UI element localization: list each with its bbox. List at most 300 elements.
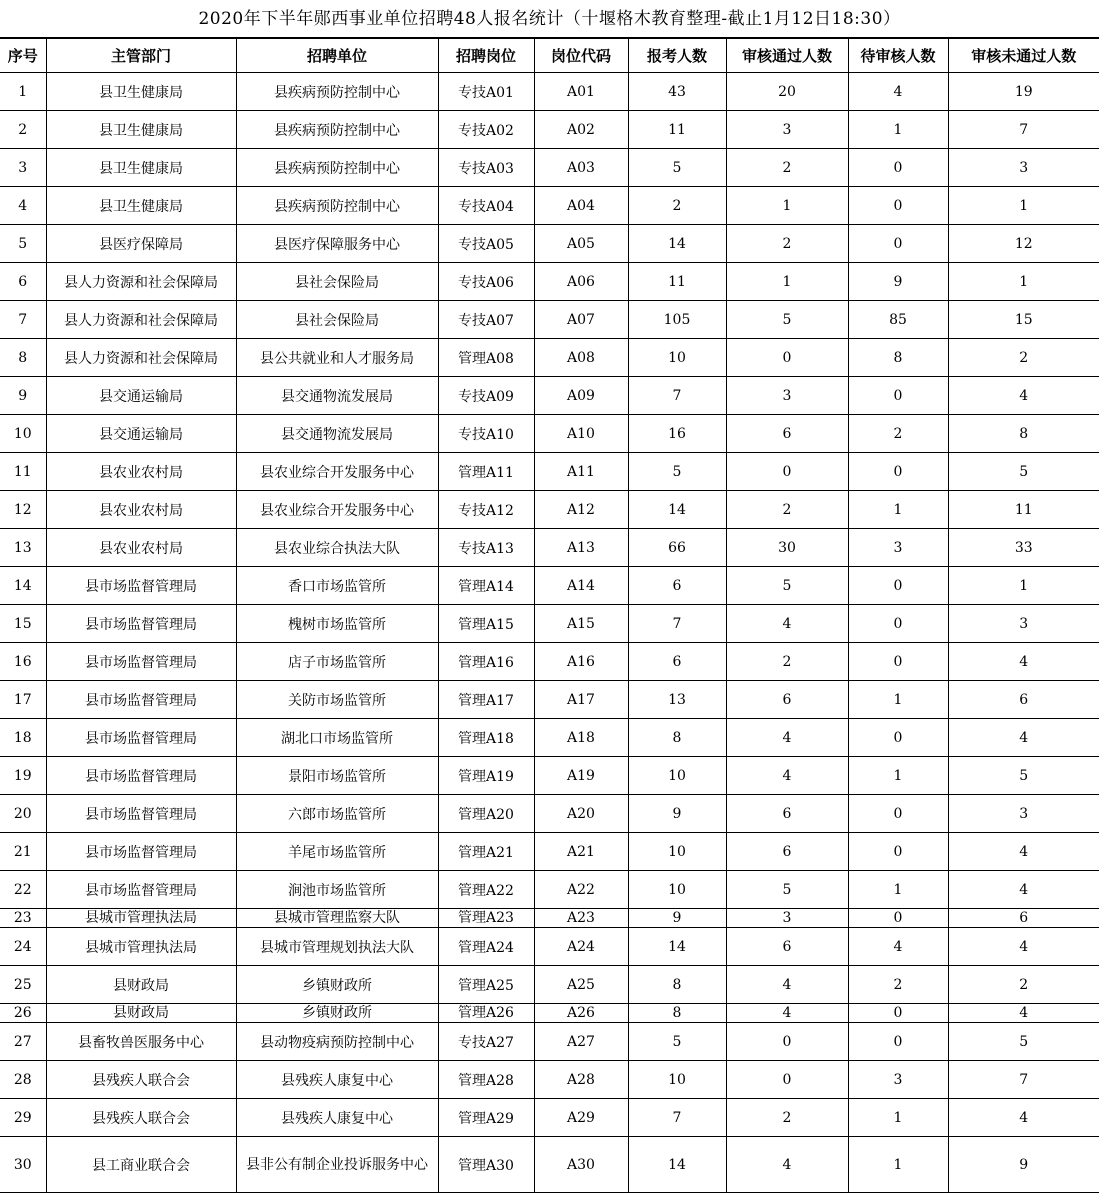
- cell-approved: 4: [726, 757, 848, 795]
- cell-department: 县残疾人联合会: [46, 1099, 236, 1137]
- cell-position-code: A17: [534, 681, 628, 719]
- cell-position: 专技A03: [438, 149, 534, 187]
- cell-pending: 2: [848, 415, 948, 453]
- cell-index: 14: [0, 567, 46, 605]
- cell-index: 21: [0, 833, 46, 871]
- cell-position-code: A09: [534, 377, 628, 415]
- table-row: [0, 757, 1099, 795]
- cell-index: 23: [0, 909, 46, 928]
- cell-unit: 县交通物流发展局: [236, 377, 438, 415]
- cell-pending: 0: [848, 453, 948, 491]
- cell-applicants: 14: [628, 1137, 726, 1193]
- cell-pending: 1: [848, 1137, 948, 1193]
- cell-approved: 4: [726, 605, 848, 643]
- cell-position: 管理A23: [438, 909, 534, 928]
- cell-approved: 0: [726, 339, 848, 377]
- cell-position-code: A05: [534, 225, 628, 263]
- cell-approved: 1: [726, 263, 848, 301]
- cell-position-code: A18: [534, 719, 628, 757]
- table-row: [0, 833, 1099, 871]
- cell-applicants: 14: [628, 491, 726, 529]
- cell-index: 20: [0, 795, 46, 833]
- cell-applicants: 8: [628, 966, 726, 1004]
- cell-approved: 6: [726, 928, 848, 966]
- cell-position-code: A21: [534, 833, 628, 871]
- table-row: [0, 225, 1099, 263]
- table-row: [0, 966, 1099, 1004]
- cell-position: 管理A11: [438, 453, 534, 491]
- cell-pending: 3: [848, 529, 948, 567]
- cell-rejected: 5: [948, 757, 1099, 795]
- cell-pending: 1: [848, 871, 948, 909]
- cell-applicants: 5: [628, 149, 726, 187]
- cell-unit: 羊尾市场监管所: [236, 833, 438, 871]
- cell-rejected: 8: [948, 415, 1099, 453]
- cell-index: 28: [0, 1061, 46, 1099]
- cell-position-code: A13: [534, 529, 628, 567]
- cell-applicants: 105: [628, 301, 726, 339]
- cell-index: 16: [0, 643, 46, 681]
- cell-index: 27: [0, 1023, 46, 1061]
- cell-position: 专技A09: [438, 377, 534, 415]
- cell-position: 专技A10: [438, 415, 534, 453]
- cell-index: 26: [0, 1004, 46, 1023]
- cell-unit: 槐树市场监管所: [236, 605, 438, 643]
- cell-pending: 0: [848, 1023, 948, 1061]
- cell-approved: 2: [726, 643, 848, 681]
- cell-index: 22: [0, 871, 46, 909]
- cell-approved: 3: [726, 909, 848, 928]
- cell-position-code: A24: [534, 928, 628, 966]
- cell-position-code: A15: [534, 605, 628, 643]
- cell-approved: 5: [726, 567, 848, 605]
- cell-unit: 县医疗保障服务中心: [236, 225, 438, 263]
- cell-position-code: A29: [534, 1099, 628, 1137]
- cell-department: 县卫生健康局: [46, 149, 236, 187]
- cell-position-code: A10: [534, 415, 628, 453]
- cell-position-code: A25: [534, 966, 628, 1004]
- cell-unit: 县动物疫病预防控制中心: [236, 1023, 438, 1061]
- cell-applicants: 43: [628, 73, 726, 111]
- cell-department: 县农业农村局: [46, 453, 236, 491]
- cell-rejected: 5: [948, 453, 1099, 491]
- cell-unit: 县残疾人康复中心: [236, 1061, 438, 1099]
- cell-department: 县城市管理执法局: [46, 928, 236, 966]
- cell-rejected: 4: [948, 928, 1099, 966]
- cell-applicants: 8: [628, 719, 726, 757]
- cell-rejected: 4: [948, 871, 1099, 909]
- cell-rejected: 11: [948, 491, 1099, 529]
- cell-position: 管理A26: [438, 1004, 534, 1023]
- cell-department: 县卫生健康局: [46, 187, 236, 225]
- cell-department: 县市场监督管理局: [46, 833, 236, 871]
- cell-department: 县市场监督管理局: [46, 757, 236, 795]
- cell-unit: 关防市场监管所: [236, 681, 438, 719]
- table-row: [0, 871, 1099, 909]
- table-row: [0, 453, 1099, 491]
- cell-approved: 4: [726, 1137, 848, 1193]
- cell-position: 管理A08: [438, 339, 534, 377]
- cell-position-code: A08: [534, 339, 628, 377]
- cell-unit: 县城市管理规划执法大队: [236, 928, 438, 966]
- cell-rejected: 1: [948, 187, 1099, 225]
- cell-approved: 2: [726, 1099, 848, 1137]
- cell-approved: 6: [726, 681, 848, 719]
- cell-unit: 县城市管理监察大队: [236, 909, 438, 928]
- cell-approved: 0: [726, 453, 848, 491]
- cell-department: 县人力资源和社会保障局: [46, 301, 236, 339]
- cell-pending: 0: [848, 1004, 948, 1023]
- cell-position-code: A11: [534, 453, 628, 491]
- cell-index: 2: [0, 111, 46, 149]
- cell-applicants: 6: [628, 567, 726, 605]
- cell-unit: 县公共就业和人才服务局: [236, 339, 438, 377]
- cell-index: 6: [0, 263, 46, 301]
- header-approved: 审核通过人数: [726, 39, 848, 73]
- cell-unit: 县疾病预防控制中心: [236, 73, 438, 111]
- cell-department: 县卫生健康局: [46, 111, 236, 149]
- cell-position-code: A26: [534, 1004, 628, 1023]
- table-row: [0, 149, 1099, 187]
- table-row: [0, 491, 1099, 529]
- cell-position-code: A02: [534, 111, 628, 149]
- cell-approved: 0: [726, 1061, 848, 1099]
- cell-position-code: A20: [534, 795, 628, 833]
- cell-index: 8: [0, 339, 46, 377]
- cell-unit: 景阳市场监管所: [236, 757, 438, 795]
- cell-position-code: A16: [534, 643, 628, 681]
- cell-pending: 0: [848, 795, 948, 833]
- cell-position-code: A23: [534, 909, 628, 928]
- table-row: [0, 339, 1099, 377]
- table-row: [0, 529, 1099, 567]
- cell-applicants: 2: [628, 187, 726, 225]
- cell-approved: 4: [726, 719, 848, 757]
- cell-department: 县城市管理执法局: [46, 909, 236, 928]
- cell-applicants: 14: [628, 225, 726, 263]
- cell-approved: 6: [726, 833, 848, 871]
- cell-position-code: A28: [534, 1061, 628, 1099]
- table-row: [0, 263, 1099, 301]
- cell-approved: 3: [726, 377, 848, 415]
- header-position-code: 岗位代码: [534, 39, 628, 73]
- cell-pending: 0: [848, 605, 948, 643]
- cell-unit: 县农业综合执法大队: [236, 529, 438, 567]
- cell-rejected: 4: [948, 377, 1099, 415]
- cell-department: 县市场监督管理局: [46, 871, 236, 909]
- cell-unit: 香口市场监管所: [236, 567, 438, 605]
- cell-position: 专技A02: [438, 111, 534, 149]
- cell-position-code: A30: [534, 1137, 628, 1193]
- cell-index: 4: [0, 187, 46, 225]
- table-row: [0, 567, 1099, 605]
- cell-pending: 1: [848, 491, 948, 529]
- cell-position-code: A14: [534, 567, 628, 605]
- cell-rejected: 19: [948, 73, 1099, 111]
- cell-department: 县市场监督管理局: [46, 567, 236, 605]
- cell-rejected: 6: [948, 681, 1099, 719]
- cell-pending: 1: [848, 111, 948, 149]
- table-row: [0, 1023, 1099, 1061]
- cell-rejected: 3: [948, 795, 1099, 833]
- cell-position: 专技A12: [438, 491, 534, 529]
- cell-department: 县交通运输局: [46, 377, 236, 415]
- cell-department: 县市场监督管理局: [46, 643, 236, 681]
- cell-unit: 县疾病预防控制中心: [236, 111, 438, 149]
- cell-approved: 6: [726, 795, 848, 833]
- cell-department: 县畜牧兽医服务中心: [46, 1023, 236, 1061]
- table-row: [0, 605, 1099, 643]
- cell-index: 24: [0, 928, 46, 966]
- cell-position: 管理A19: [438, 757, 534, 795]
- cell-index: 1: [0, 73, 46, 111]
- cell-rejected: 15: [948, 301, 1099, 339]
- cell-department: 县财政局: [46, 1004, 236, 1023]
- cell-rejected: 12: [948, 225, 1099, 263]
- cell-approved: 4: [726, 966, 848, 1004]
- cell-unit: 县农业综合开发服务中心: [236, 491, 438, 529]
- cell-unit: 县社会保险局: [236, 263, 438, 301]
- cell-pending: 2: [848, 966, 948, 1004]
- cell-position: 管理A24: [438, 928, 534, 966]
- cell-pending: 9: [848, 263, 948, 301]
- cell-position: 专技A01: [438, 73, 534, 111]
- cell-index: 3: [0, 149, 46, 187]
- cell-rejected: 9: [948, 1137, 1099, 1193]
- cell-index: 5: [0, 225, 46, 263]
- cell-position-code: A01: [534, 73, 628, 111]
- cell-department: 县财政局: [46, 966, 236, 1004]
- table-row: [0, 1061, 1099, 1099]
- cell-pending: 1: [848, 757, 948, 795]
- cell-index: 10: [0, 415, 46, 453]
- cell-pending: 0: [848, 909, 948, 928]
- cell-approved: 0: [726, 1023, 848, 1061]
- cell-unit: 乡镇财政所: [236, 966, 438, 1004]
- cell-pending: 0: [848, 187, 948, 225]
- table-row: [0, 111, 1099, 149]
- cell-position-code: A04: [534, 187, 628, 225]
- cell-applicants: 7: [628, 1099, 726, 1137]
- cell-department: 县人力资源和社会保障局: [46, 339, 236, 377]
- cell-index: 29: [0, 1099, 46, 1137]
- cell-applicants: 14: [628, 928, 726, 966]
- cell-applicants: 9: [628, 795, 726, 833]
- cell-rejected: 4: [948, 1099, 1099, 1137]
- table-row: [0, 1004, 1099, 1023]
- cell-index: 15: [0, 605, 46, 643]
- cell-approved: 4: [726, 1004, 848, 1023]
- cell-applicants: 10: [628, 833, 726, 871]
- cell-department: 县市场监督管理局: [46, 681, 236, 719]
- cell-unit: 县交通物流发展局: [236, 415, 438, 453]
- cell-approved: 1: [726, 187, 848, 225]
- cell-rejected: 4: [948, 833, 1099, 871]
- cell-department: 县农业农村局: [46, 491, 236, 529]
- cell-index: 18: [0, 719, 46, 757]
- cell-unit: 涧池市场监管所: [236, 871, 438, 909]
- cell-pending: 1: [848, 1099, 948, 1137]
- header-department: 主管部门: [46, 39, 236, 73]
- cell-pending: 0: [848, 719, 948, 757]
- cell-position-code: A19: [534, 757, 628, 795]
- cell-applicants: 10: [628, 871, 726, 909]
- cell-position: 管理A16: [438, 643, 534, 681]
- cell-index: 19: [0, 757, 46, 795]
- cell-rejected: 3: [948, 149, 1099, 187]
- cell-rejected: 7: [948, 111, 1099, 149]
- cell-pending: 4: [848, 73, 948, 111]
- table-row: [0, 187, 1099, 225]
- cell-unit: 县残疾人康复中心: [236, 1099, 438, 1137]
- cell-applicants: 10: [628, 1061, 726, 1099]
- cell-rejected: 5: [948, 1023, 1099, 1061]
- cell-approved: 3: [726, 111, 848, 149]
- cell-position: 专技A05: [438, 225, 534, 263]
- cell-unit: 湖北口市场监管所: [236, 719, 438, 757]
- cell-position-code: A27: [534, 1023, 628, 1061]
- cell-position: 管理A17: [438, 681, 534, 719]
- cell-position: 专技A27: [438, 1023, 534, 1061]
- cell-applicants: 10: [628, 757, 726, 795]
- cell-unit: 六郎市场监管所: [236, 795, 438, 833]
- cell-approved: 6: [726, 415, 848, 453]
- cell-position-code: A03: [534, 149, 628, 187]
- cell-position: 管理A22: [438, 871, 534, 909]
- header-rejected: 审核未通过人数: [948, 39, 1099, 73]
- table-row: [0, 681, 1099, 719]
- cell-pending: 1: [848, 681, 948, 719]
- cell-position: 管理A14: [438, 567, 534, 605]
- cell-rejected: 1: [948, 567, 1099, 605]
- table-row: [0, 795, 1099, 833]
- cell-department: 县卫生健康局: [46, 73, 236, 111]
- cell-index: 30: [0, 1137, 46, 1193]
- cell-applicants: 7: [628, 605, 726, 643]
- cell-pending: 85: [848, 301, 948, 339]
- cell-department: 县工商业联合会: [46, 1137, 236, 1193]
- header-index: 序号: [0, 39, 46, 73]
- cell-applicants: 66: [628, 529, 726, 567]
- cell-pending: 0: [848, 225, 948, 263]
- cell-applicants: 11: [628, 263, 726, 301]
- cell-position: 管理A18: [438, 719, 534, 757]
- cell-pending: 0: [848, 643, 948, 681]
- cell-department: 县医疗保障局: [46, 225, 236, 263]
- cell-position: 专技A06: [438, 263, 534, 301]
- table-row: [0, 719, 1099, 757]
- cell-applicants: 5: [628, 453, 726, 491]
- cell-approved: 5: [726, 871, 848, 909]
- sheet-title: 2020年下半年郧西事业单位招聘48人报名统计（十堰格木教育整理-截止1月12日18:30）: [0, 0, 1099, 38]
- cell-approved: 2: [726, 491, 848, 529]
- table-row: [0, 73, 1099, 111]
- cell-applicants: 8: [628, 1004, 726, 1023]
- cell-index: 25: [0, 966, 46, 1004]
- table-row: [0, 643, 1099, 681]
- cell-position: 管理A28: [438, 1061, 534, 1099]
- cell-unit: 县农业综合开发服务中心: [236, 453, 438, 491]
- cell-approved: 20: [726, 73, 848, 111]
- cell-unit: 县疾病预防控制中心: [236, 187, 438, 225]
- cell-index: 13: [0, 529, 46, 567]
- cell-department: 县交通运输局: [46, 415, 236, 453]
- cell-rejected: 3: [948, 605, 1099, 643]
- cell-index: 11: [0, 453, 46, 491]
- table-row: [0, 928, 1099, 966]
- cell-rejected: 4: [948, 719, 1099, 757]
- table-row: [0, 415, 1099, 453]
- header-row: [0, 39, 1099, 73]
- cell-unit: 县疾病预防控制中心: [236, 149, 438, 187]
- cell-rejected: 4: [948, 1004, 1099, 1023]
- cell-position: 管理A21: [438, 833, 534, 871]
- cell-position-code: A07: [534, 301, 628, 339]
- cell-rejected: 7: [948, 1061, 1099, 1099]
- cell-unit: 县社会保险局: [236, 301, 438, 339]
- cell-position: 管理A30: [438, 1137, 534, 1193]
- cell-applicants: 9: [628, 909, 726, 928]
- cell-index: 7: [0, 301, 46, 339]
- cell-position-code: A06: [534, 263, 628, 301]
- cell-department: 县农业农村局: [46, 529, 236, 567]
- cell-position-code: A22: [534, 871, 628, 909]
- cell-rejected: 2: [948, 966, 1099, 1004]
- cell-position: 专技A13: [438, 529, 534, 567]
- cell-applicants: 10: [628, 339, 726, 377]
- cell-rejected: 6: [948, 909, 1099, 928]
- cell-applicants: 11: [628, 111, 726, 149]
- table-row: [0, 1137, 1099, 1193]
- cell-unit: 乡镇财政所: [236, 1004, 438, 1023]
- cell-unit: 县非公有制企业投诉服务中心: [236, 1137, 438, 1193]
- cell-approved: 2: [726, 149, 848, 187]
- cell-rejected: 4: [948, 643, 1099, 681]
- cell-department: 县市场监督管理局: [46, 795, 236, 833]
- cell-position-code: A12: [534, 491, 628, 529]
- cell-index: 9: [0, 377, 46, 415]
- cell-pending: 0: [848, 567, 948, 605]
- cell-pending: 3: [848, 1061, 948, 1099]
- cell-approved: 30: [726, 529, 848, 567]
- cell-position: 管理A29: [438, 1099, 534, 1137]
- header-position: 招聘岗位: [438, 39, 534, 73]
- table-row: [0, 909, 1099, 928]
- cell-rejected: 33: [948, 529, 1099, 567]
- header-applicants: 报考人数: [628, 39, 726, 73]
- cell-pending: 8: [848, 339, 948, 377]
- table-body: [0, 73, 1099, 1193]
- table-row: [0, 377, 1099, 415]
- cell-applicants: 13: [628, 681, 726, 719]
- cell-applicants: 6: [628, 643, 726, 681]
- cell-pending: 0: [848, 833, 948, 871]
- cell-position: 管理A20: [438, 795, 534, 833]
- cell-position: 管理A15: [438, 605, 534, 643]
- cell-department: 县市场监督管理局: [46, 605, 236, 643]
- registration-table: [0, 38, 1099, 1193]
- cell-position: 管理A25: [438, 966, 534, 1004]
- header-unit: 招聘单位: [236, 39, 438, 73]
- cell-pending: 4: [848, 928, 948, 966]
- cell-rejected: 1: [948, 263, 1099, 301]
- cell-unit: 店子市场监管所: [236, 643, 438, 681]
- table-row: [0, 1099, 1099, 1137]
- header-pending: 待审核人数: [848, 39, 948, 73]
- cell-pending: 0: [848, 377, 948, 415]
- cell-rejected: 2: [948, 339, 1099, 377]
- cell-department: 县人力资源和社会保障局: [46, 263, 236, 301]
